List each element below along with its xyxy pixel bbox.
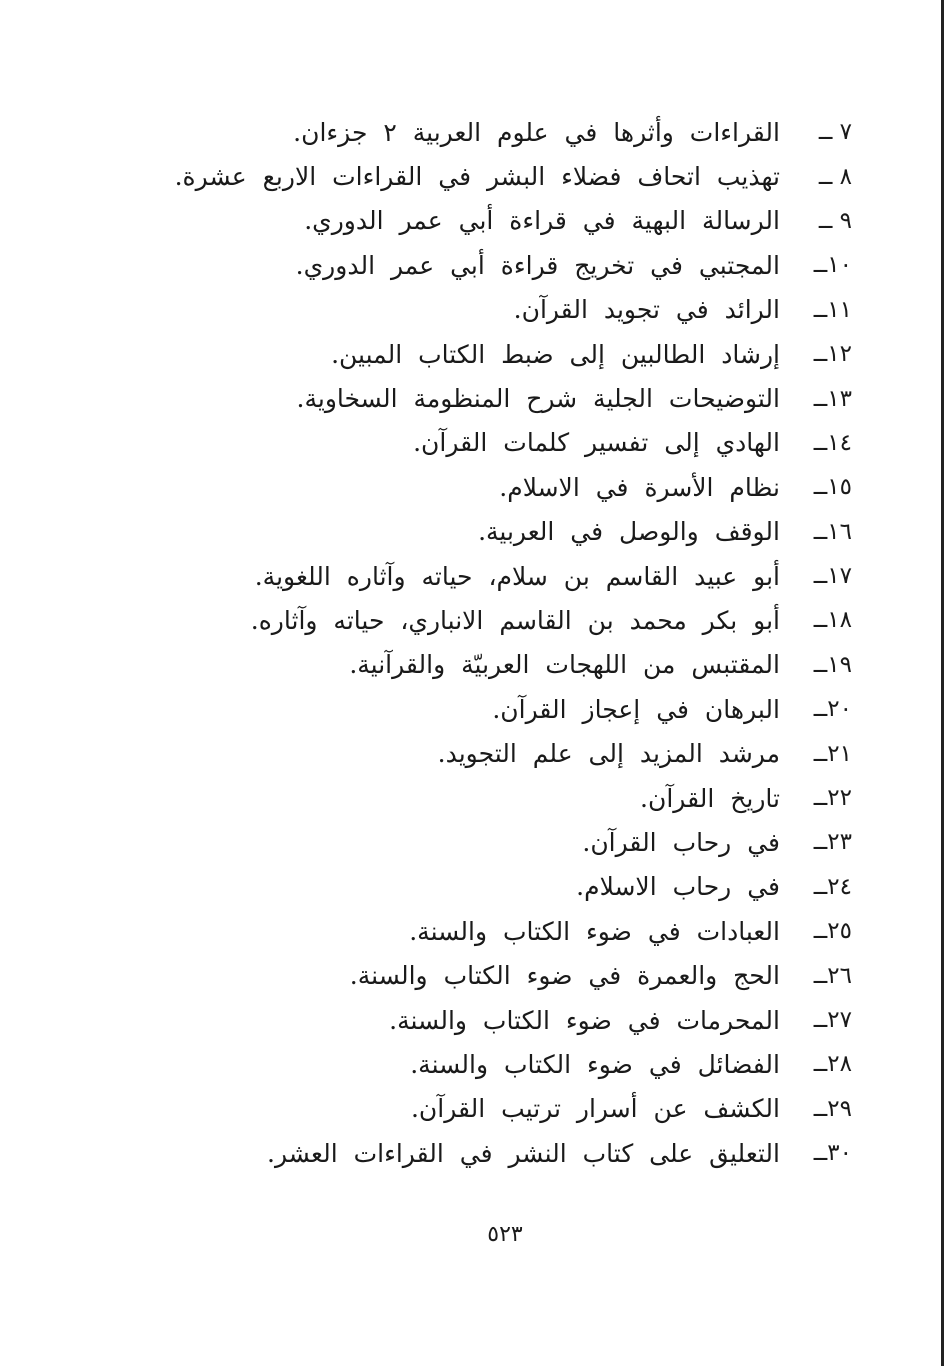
item-title: أبو بكر محمد بن القاسم الانباري، حياته وآثاره.	[250, 605, 780, 635]
item-title: المجتبي في تخريج قراءة أبي عمر الدوري.	[295, 250, 780, 280]
list-item	[152, 332, 852, 376]
list-item	[152, 820, 852, 864]
list-item	[152, 953, 852, 997]
item-title: مرشد المزيد إلى علم التجويد.	[437, 739, 780, 769]
list-item	[152, 998, 852, 1042]
item-number: ١٦ــ	[813, 518, 852, 545]
item-number: ١٩ــ	[813, 651, 852, 678]
item-title: في رحاب القرآن.	[582, 827, 780, 857]
item-title: التوضيحات الجلية شرح المنظومة السخاوية.	[296, 384, 780, 414]
item-number: ٢٠ــ	[813, 696, 852, 723]
item-title: الهادي إلى تفسير كلمات القرآن.	[413, 428, 780, 458]
list-item	[152, 909, 852, 953]
item-title: الوقف والوصل في العربية.	[478, 517, 780, 547]
list-item	[152, 643, 852, 687]
item-title: المحرمات في ضوء الكتاب والسنة.	[389, 1005, 780, 1035]
item-title: نظام الأسرة في الاسلام.	[499, 472, 780, 502]
list-item	[152, 731, 852, 775]
item-number: ٢٧ــ	[813, 1007, 852, 1033]
item-number: ١٧ــ	[813, 563, 852, 590]
item-number: ٣٠ــ	[813, 1140, 852, 1167]
item-title: الحج والعمرة في ضوء الكتاب والسنة.	[349, 961, 780, 991]
list-item	[152, 687, 852, 731]
item-title: البرهان في إعجاز القرآن.	[492, 694, 780, 724]
item-number: ٢٨ــ	[813, 1051, 852, 1078]
item-number: ١٣ــ	[813, 385, 852, 412]
item-title: العبادات في ضوء الكتاب والسنة.	[409, 916, 780, 946]
list-item	[152, 376, 852, 420]
item-number: ١٢ــ	[813, 341, 852, 368]
item-number: ١٤ــ	[813, 429, 852, 456]
item-number: ٢٩ــ	[813, 1095, 852, 1122]
item-title: القراءات وأثرها في علوم العربية ٢ جزءان.	[293, 117, 780, 147]
list-item	[152, 288, 852, 332]
item-number: ١٥ــ	[813, 474, 852, 501]
item-number: ٢٣ــ	[813, 829, 852, 856]
item-number: ٧ ــ	[818, 119, 852, 146]
list-item	[152, 1042, 852, 1086]
list-item	[152, 199, 852, 243]
item-number: ٢٦ــ	[813, 962, 852, 989]
item-number: ٨ ــ	[818, 163, 852, 190]
item-number: ١١ــ	[813, 296, 852, 323]
list-item	[152, 776, 852, 820]
list-item	[152, 154, 852, 198]
list-item	[152, 110, 852, 154]
page-number: ٥٢٣	[487, 1222, 523, 1247]
item-number: ٢١ــ	[813, 740, 852, 767]
item-title: في رحاب الاسلام.	[576, 872, 780, 902]
item-number: ١٨ــ	[813, 607, 852, 634]
item-title: أبو عبيد القاسم بن سلام، حياته وآثاره اللغوية.	[254, 561, 780, 591]
item-title: الفضائل في ضوء الكتاب والسنة.	[410, 1049, 780, 1079]
item-number: ٢٢ــ	[813, 785, 852, 812]
item-number: ٢٥ــ	[813, 918, 852, 945]
list-item	[152, 1087, 852, 1131]
list-item	[152, 554, 852, 598]
list-item	[152, 598, 852, 642]
item-title: تاريخ القرآن.	[640, 783, 780, 813]
list-item	[152, 865, 852, 909]
item-title: إرشاد الطالبين إلى ضبط الكتاب المبين.	[331, 339, 780, 369]
publications-list	[152, 110, 852, 1175]
item-title: الكشف عن أسرار ترتيب القرآن.	[410, 1094, 780, 1124]
item-number: ٢٤ــ	[813, 873, 852, 900]
item-title: الرائد في تجويد القرآن.	[513, 295, 780, 325]
item-number: ١٠ــ	[813, 252, 852, 279]
item-number: ٩ ــ	[818, 207, 852, 234]
list-item	[152, 510, 852, 554]
item-title: المقتبس من اللهجات العربيّة والقرآنية.	[349, 650, 780, 680]
item-title: الرسالة البهية في قراءة أبي عمر الدوري.	[304, 206, 780, 236]
item-title: التعليق على كتاب النشر في القراءات العشر.	[267, 1138, 780, 1168]
list-item	[152, 465, 852, 509]
list-item	[152, 243, 852, 287]
item-title: تهذيب اتحاف فضلاء البشر في القراءات الاربع عشرة.	[174, 162, 780, 192]
list-item	[152, 1131, 852, 1175]
list-item	[152, 421, 852, 465]
